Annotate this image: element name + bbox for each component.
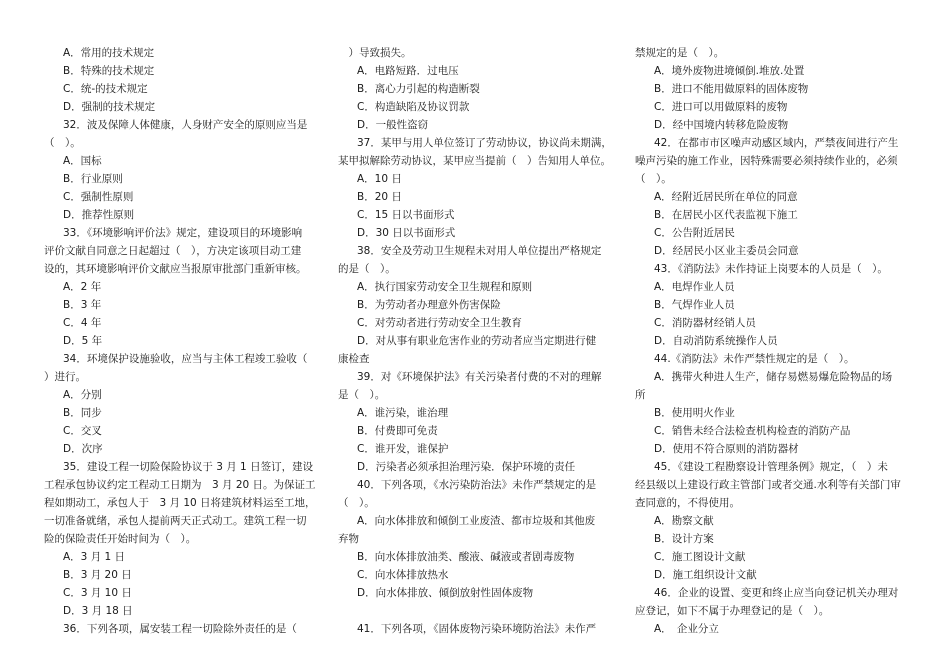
question-line: 33．《环境影响评价法》规定，建设项目的环境影响 xyxy=(63,227,303,239)
text-line: （ ）。 xyxy=(635,173,672,185)
option-line: C．统-的技术规定 xyxy=(63,83,148,95)
option-line: B．在居民小区代表监视下施工 xyxy=(654,209,798,221)
question-line: 42．在都市市区噪声动感区域内，严禁夜间进行产生 xyxy=(654,137,899,149)
question-line: 40．下列各项，《水污染防治法》未作严禁规定的是 xyxy=(357,479,597,491)
option-line: C．谁开发，谁保护 xyxy=(357,443,449,455)
option-line: A．分别 xyxy=(63,389,102,401)
option-line: A．向水体排放和倾倒工业废渣、都市垃圾和其他废 xyxy=(357,515,596,527)
option-line: D．向水体排放、倾倒放射性固体废物 xyxy=(357,587,534,599)
option-line: A．谁污染，谁治理 xyxy=(357,407,449,419)
option-line: C．交叉 xyxy=(63,425,102,437)
text-line: ）进行。 xyxy=(44,371,86,383)
text-line: ）导致损失。 xyxy=(338,47,412,59)
text-line: 弃物 xyxy=(338,533,359,545)
text-line: 设的，其环境影响评价文献应当报原审批部门重新审核。 xyxy=(44,263,307,275)
option-line: C．进口可以用做原料的废物 xyxy=(654,101,788,113)
option-line: D．一般性盗窃 xyxy=(357,119,429,131)
option-line: A．常用的技术规定 xyxy=(63,47,155,59)
option-line: A．电路短路．过电压 xyxy=(357,65,459,77)
text-line: 康检查 xyxy=(338,353,370,365)
option-line: B．设计方案 xyxy=(654,533,714,545)
question-line: 37．某甲与用人单位签订了劳动协议，协议尚未期满， xyxy=(357,137,612,149)
option-line: B．特殊的技术规定 xyxy=(63,65,155,77)
option-line: B．向水体排放油类、酸液、碱液或者剧毒废物 xyxy=(357,551,575,563)
option-line: D．5 年 xyxy=(63,335,103,347)
option-line: D．次序 xyxy=(63,443,103,455)
option-line: A．携带火种进人生产，储存易燃易爆危险物品的场 xyxy=(654,371,893,383)
option-line: D．推荐性原则 xyxy=(63,209,135,221)
option-line: A． 企业分立 xyxy=(654,623,719,635)
option-line: A．执行国家劳动安全卫生规程和原则 xyxy=(357,281,533,293)
option-line: A．国标 xyxy=(63,155,102,167)
option-line: D．经中国境内转移危险废物 xyxy=(654,119,789,131)
question-line: 45．《建设工程勘察设计管理条例》规定，（ ）未 xyxy=(654,461,888,473)
text-line: 一切准备就绪，承包人提前两天正式动工。建筑工程一切 xyxy=(44,515,307,527)
text-line: 经县级以上建设行政主管部门或者交通.水利等有关部门审 xyxy=(635,479,901,491)
option-line: D．经居民小区业主委员会同意 xyxy=(654,245,799,257)
option-line: B．付费即可免责 xyxy=(357,425,438,437)
option-line: A．3 月 1 日 xyxy=(63,551,126,563)
option-line: B．离心力引起的构造断裂 xyxy=(357,83,480,95)
text-line: 查同意的，不得使用。 xyxy=(635,497,740,509)
question-line: 35．建设工程一切险保险协议于 3 月 1 日签订，建设 xyxy=(63,461,314,473)
left-column xyxy=(44,44,319,638)
text-line: 禁规定的是（ ）。 xyxy=(635,47,725,59)
option-line: D．污染者必须承担治理污染．保护环境的责任 xyxy=(357,461,576,473)
option-line: A．2 年 xyxy=(63,281,102,293)
text-line: 是（ ）。 xyxy=(338,389,386,401)
text-line: 评价文献自同意之日起超过（ ），方决定该项目动工建 xyxy=(44,245,302,257)
option-line: B．3 年 xyxy=(63,299,102,311)
option-line: C．公告附近居民 xyxy=(654,227,735,239)
option-line: B．行业原则 xyxy=(63,173,123,185)
question-line: 41．下列各项，《固体废物污染环境防治法》未作严 xyxy=(357,623,597,635)
option-line: D．强制的技术规定 xyxy=(63,101,156,113)
text-line: 噪声污染的施工作业，因特殊需要必须持续作业的，必须 xyxy=(635,155,898,167)
question-line: 34．环境保护设施验收，应当与主体工程竣工验收（ xyxy=(63,353,308,365)
text-line: （ ）。 xyxy=(44,137,81,149)
text-line: （ ）。 xyxy=(338,497,375,509)
option-line: C．施工图设计文献 xyxy=(654,551,746,563)
option-line: D．对从事有职业危害作业的劳动者应当定期进行健 xyxy=(357,335,597,347)
middle-column xyxy=(338,44,615,638)
option-line: B．使用明火作业 xyxy=(654,407,735,419)
option-line: C．3 月 10 日 xyxy=(63,587,132,599)
option-line: C．向水体排放热水 xyxy=(357,569,449,581)
option-line: A．经附近居民所在单位的同意 xyxy=(654,191,798,203)
option-line: B．3 月 20 日 xyxy=(63,569,132,581)
option-line: D．自动消防系统操作人员 xyxy=(654,335,778,347)
question-line: 39．对《环境保护法》有关污染者付费的不对的理解 xyxy=(357,371,602,383)
question-line: 38．安全及劳动卫生规程未对用人单位提出严格规定 xyxy=(357,245,602,257)
option-line: C．强制性原则 xyxy=(63,191,134,203)
option-line: B．同步 xyxy=(63,407,102,419)
option-line: B．为劳动者办理意外伤害保险 xyxy=(357,299,501,311)
question-line: 44.《消防法》未作严禁性规定的是（ ）。 xyxy=(654,353,855,365)
option-line: C．对劳动者进行劳动安全卫生教育 xyxy=(357,317,522,329)
blank-line xyxy=(338,602,615,620)
question-line: 46．企业的设置、变更和终止应当向登记机关办理对 xyxy=(654,587,899,599)
option-line: C．4 年 xyxy=(63,317,102,329)
option-line: D．使用不符合原则的消防器材 xyxy=(654,443,799,455)
text-line: 某甲拟解除劳动协议，某甲应当提前（ ）告知用人单位。 xyxy=(338,155,611,167)
option-line: A．境外废物进境倾倒.堆放.处置 xyxy=(654,65,805,77)
question-line: 32．波及保障人体健康，人身财产安全的原则应当是 xyxy=(63,119,308,131)
option-line: C．消防器材经销人员 xyxy=(654,317,756,329)
option-line: C．销售未经合法检查机构检查的消防产品 xyxy=(654,425,851,437)
option-line: C．15 日以书面形式 xyxy=(357,209,455,221)
option-line: D．施工组织设计文献 xyxy=(654,569,757,581)
question-line: 43．《消防法》未作持证上岗要本的人员是（ ）。 xyxy=(654,263,888,275)
option-line: D．3 月 18 日 xyxy=(63,605,133,617)
option-line: B．20 日 xyxy=(357,191,402,203)
option-line: C．构造缺陷及协议罚款 xyxy=(357,101,470,113)
option-line: B．进口不能用做原料的固体废物 xyxy=(654,83,809,95)
text-line: 所 xyxy=(635,389,646,401)
option-line: B．气焊作业人员 xyxy=(654,299,735,311)
text-line: 的是（ ）。 xyxy=(338,263,396,275)
option-line: A．勘察文献 xyxy=(654,515,714,527)
right-column xyxy=(635,44,911,638)
text-line: 工程承包协议约定工程动工日期为 3 月 20 日。为保证工 xyxy=(44,479,316,491)
text-line: 险的保险责任开始时间为（ ）。 xyxy=(44,533,197,545)
option-line: A．电焊作业人员 xyxy=(654,281,735,293)
option-line: D．30 日以书面形式 xyxy=(357,227,456,239)
text-line: 程如期动工，承包人于 3 月 10 日将建筑材料运至工地， xyxy=(44,497,316,509)
option-line: A．10 日 xyxy=(357,173,402,185)
text-line: 应登记，如下不属于办理登记的是（ ）。 xyxy=(635,605,830,617)
question-line: 36．下列各项，属安装工程一切险除外责任的是（ xyxy=(63,623,297,635)
